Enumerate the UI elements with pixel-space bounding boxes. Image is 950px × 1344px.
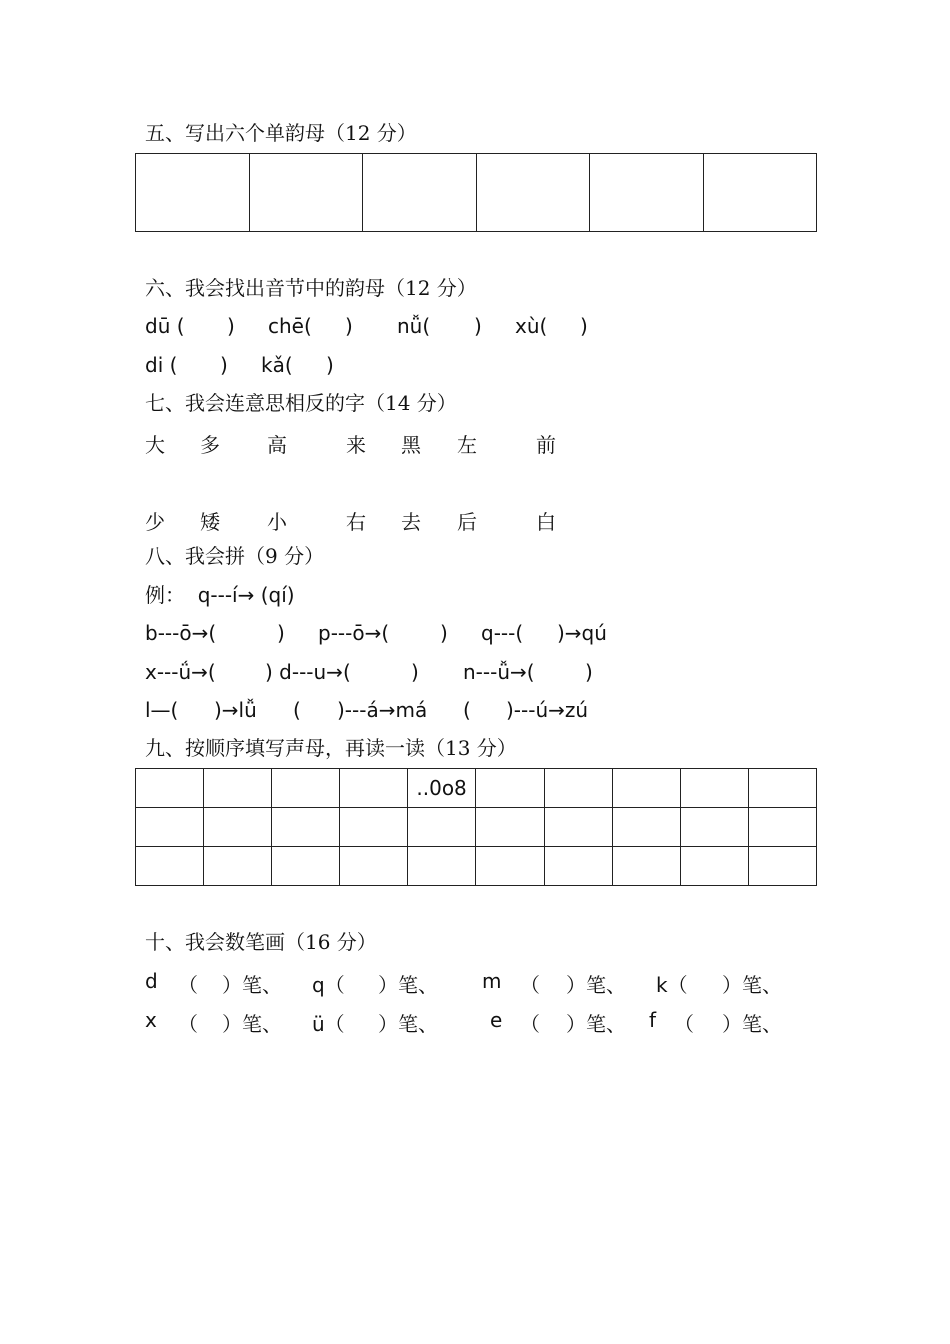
- initial-cell[interactable]: [612, 769, 680, 808]
- stroke-suffix: ）笔、: [222, 1012, 282, 1036]
- initial-cell[interactable]: [340, 808, 408, 847]
- pinyin-result: )→qú: [557, 621, 607, 645]
- char-top[interactable]: 多: [200, 433, 220, 457]
- initial-cell[interactable]: [408, 808, 476, 847]
- section-6-title: 六、我会找出音节中的韵母（12 分）: [145, 276, 477, 300]
- letter: d: [145, 969, 158, 993]
- stroke-suffix: ）笔、: [566, 973, 626, 997]
- char-bottom[interactable]: 小: [267, 510, 287, 534]
- paren-close: ): [277, 621, 285, 645]
- initial-cell[interactable]: [204, 808, 272, 847]
- char-bottom[interactable]: 右: [346, 510, 366, 534]
- stroke-suffix: ）笔、: [378, 973, 438, 997]
- char-bottom[interactable]: 去: [401, 510, 421, 534]
- initials-grid: [135, 768, 817, 886]
- initial-cell[interactable]: [680, 808, 748, 847]
- paren-close: ): [585, 660, 593, 684]
- char-top[interactable]: 大: [145, 433, 165, 457]
- paren-open: （: [178, 1012, 198, 1036]
- paren-close: ): [326, 353, 334, 377]
- answer-cell[interactable]: [136, 154, 250, 232]
- paren-open: (: [293, 698, 301, 722]
- letter: k（: [656, 973, 688, 997]
- paren-open: （: [520, 1012, 540, 1036]
- answer-cell[interactable]: [363, 154, 477, 232]
- syllable-che: chē(: [268, 314, 312, 338]
- initial-cell[interactable]: [680, 769, 748, 808]
- paren-open: （: [520, 973, 540, 997]
- initial-cell[interactable]: [272, 808, 340, 847]
- section-5-title: 五、写出六个单韵母（12 分）: [145, 121, 417, 145]
- paren-close: ): [474, 314, 482, 338]
- pinyin-result: )→lǚ: [214, 698, 257, 722]
- initial-cell[interactable]: [748, 808, 816, 847]
- letter: m: [482, 969, 502, 993]
- answer-cell[interactable]: [703, 154, 817, 232]
- pinyin-item: x---ǘ→(: [145, 660, 216, 684]
- initial-cell[interactable]: [476, 808, 544, 847]
- stroke-suffix: ）笔、: [378, 1012, 438, 1036]
- pinyin-item: q---(: [481, 621, 524, 645]
- letter: e: [490, 1008, 503, 1032]
- initial-cell[interactable]: [340, 847, 408, 886]
- initial-cell[interactable]: [340, 769, 408, 808]
- initial-cell[interactable]: [544, 808, 612, 847]
- letter: ü（: [312, 1012, 345, 1036]
- paren-close: ): [580, 314, 588, 338]
- paren-close: ): [220, 353, 228, 377]
- initial-cell[interactable]: [272, 769, 340, 808]
- initial-cell[interactable]: [680, 847, 748, 886]
- syllable-xu: xù(: [515, 314, 548, 338]
- initial-cell[interactable]: [748, 847, 816, 886]
- initial-cell[interactable]: [136, 769, 204, 808]
- letter: x: [145, 1008, 157, 1032]
- initial-cell[interactable]: [408, 847, 476, 886]
- section-8-title: 八、我会拼（9 分）: [145, 544, 325, 568]
- letter: q（: [312, 973, 345, 997]
- initial-cell[interactable]: [204, 769, 272, 808]
- pinyin-item: l—(: [145, 698, 179, 722]
- char-top[interactable]: 高: [267, 433, 287, 457]
- paren-close: ): [227, 314, 235, 338]
- initial-cell[interactable]: [748, 769, 816, 808]
- char-top[interactable]: 黑: [401, 433, 421, 457]
- initial-cell[interactable]: [204, 847, 272, 886]
- section-9-title: 九、按顺序填写声母，再读一读（13 分）: [145, 736, 517, 760]
- initial-cell[interactable]: [136, 847, 204, 886]
- pinyin-item: p---ō→(: [318, 621, 390, 645]
- cell-label: ..0o8: [416, 776, 467, 800]
- section-7-title: 七、我会连意思相反的字（14 分）: [145, 391, 457, 415]
- initial-cell[interactable]: [544, 847, 612, 886]
- stroke-suffix: ）笔、: [566, 1012, 626, 1036]
- syllable-nv: nǚ(: [397, 314, 431, 338]
- stroke-suffix: ）笔、: [722, 973, 782, 997]
- paren-close: ): [411, 660, 419, 684]
- paren-close: ): [440, 621, 448, 645]
- pinyin-item: b---ō→(: [145, 621, 217, 645]
- initial-cell[interactable]: [476, 847, 544, 886]
- letter: f: [649, 1008, 657, 1032]
- char-top[interactable]: 左: [457, 433, 477, 457]
- answer-cell[interactable]: [590, 154, 704, 232]
- stroke-suffix: ）笔、: [222, 973, 282, 997]
- paren-open: (: [463, 698, 471, 722]
- char-top[interactable]: 来: [346, 433, 366, 457]
- section-10-title: 十、我会数笔画（16 分）: [145, 930, 377, 954]
- pinyin-example: 例： q---í→ (qí): [145, 583, 295, 607]
- char-bottom[interactable]: 矮: [200, 510, 220, 534]
- answer-cell[interactable]: [476, 154, 590, 232]
- paren-close: ): [345, 314, 353, 338]
- pinyin-item: ) d---u→(: [265, 660, 351, 684]
- initial-cell[interactable]: [612, 847, 680, 886]
- syllable-du: dū (: [145, 314, 185, 338]
- initial-cell[interactable]: [408, 769, 476, 808]
- pinyin-item: n---ǚ→(: [463, 660, 535, 684]
- char-bottom[interactable]: 后: [457, 510, 477, 534]
- char-bottom[interactable]: 少: [145, 510, 165, 534]
- initial-cell[interactable]: [544, 769, 612, 808]
- pinyin-result: )---ú→zú: [506, 698, 589, 722]
- answer-cell[interactable]: [249, 154, 363, 232]
- vowel-answer-grid: [135, 153, 817, 232]
- char-bottom[interactable]: 白: [536, 510, 556, 534]
- paren-open: （: [674, 1012, 694, 1036]
- syllable-di: di (: [145, 353, 178, 377]
- pinyin-result: )---á→má: [337, 698, 428, 722]
- char-top[interactable]: 前: [536, 433, 556, 457]
- paren-open: （: [178, 973, 198, 997]
- initial-cell[interactable]: [136, 808, 204, 847]
- initial-cell[interactable]: [612, 808, 680, 847]
- stroke-suffix: ）笔、: [722, 1012, 782, 1036]
- initial-cell[interactable]: [476, 769, 544, 808]
- initial-cell[interactable]: [272, 847, 340, 886]
- syllable-ka: kǎ(: [261, 353, 293, 377]
